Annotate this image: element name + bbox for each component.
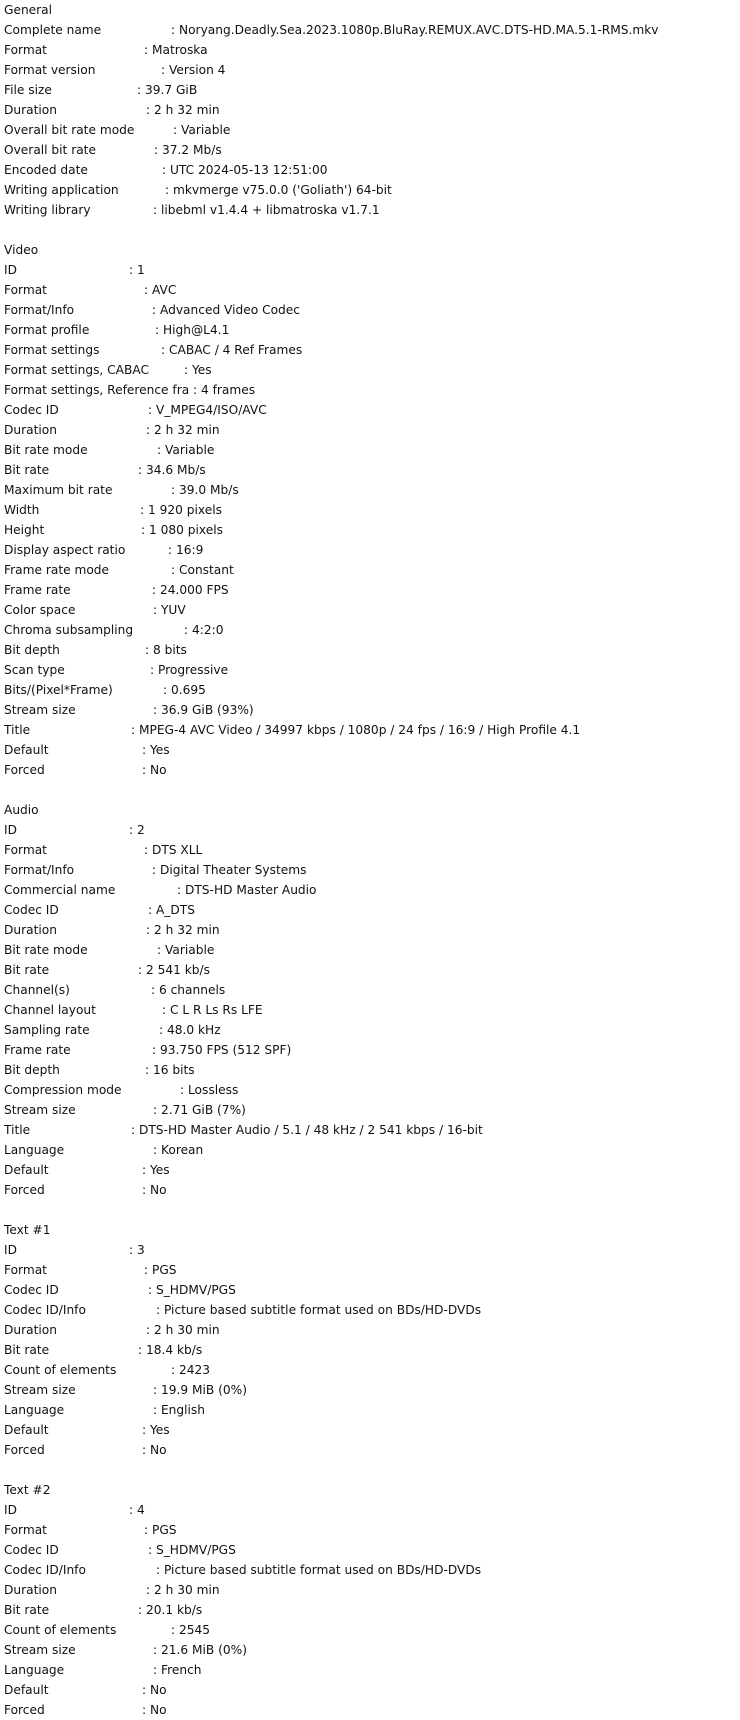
field-row xyxy=(4,940,736,960)
field-row xyxy=(4,300,736,320)
field-label: Chroma subsampling xyxy=(4,623,134,637)
field-row xyxy=(4,1440,736,1460)
field-row xyxy=(4,1640,736,1660)
field-label: Bit rate mode xyxy=(4,943,88,957)
section-spacer xyxy=(4,1460,736,1480)
field-label: Bit depth xyxy=(4,1063,60,1077)
field-label: Format xyxy=(4,1263,47,1277)
field-row xyxy=(4,160,736,180)
field-label: Channel layout xyxy=(4,1003,96,1017)
field-label: Bits/(Pixel*Frame) xyxy=(4,683,113,697)
field-label: Codec ID xyxy=(4,1283,59,1297)
field-label: Format settings, Reference fra xyxy=(4,383,190,397)
field-value: : AVC xyxy=(144,283,177,297)
field-value: : No xyxy=(142,1443,167,1457)
field-label: Default xyxy=(4,743,49,757)
field-value: : 16 bits xyxy=(145,1063,195,1077)
field-value: : Picture based subtitle format used on BDs/HD-DVDs xyxy=(156,1303,482,1317)
field-value: : 2 xyxy=(129,823,145,837)
field-row xyxy=(4,980,736,1000)
field-row xyxy=(4,680,736,700)
field-value: : Variable xyxy=(157,443,215,457)
field-value: : libebml v1.4.4 + libmatroska v1.7.1 xyxy=(153,203,380,217)
field-label: Encoded date xyxy=(4,163,88,177)
field-row xyxy=(4,1060,736,1080)
field-label: Format/Info xyxy=(4,863,75,877)
field-row xyxy=(4,280,736,300)
field-row xyxy=(4,1240,736,1260)
field-row xyxy=(4,1540,736,1560)
field-row xyxy=(4,960,736,980)
field-label: Commercial name xyxy=(4,883,116,897)
field-value: : 1 xyxy=(129,263,145,277)
field-row xyxy=(4,1160,736,1180)
field-row xyxy=(4,1140,736,1160)
field-row xyxy=(4,1080,736,1100)
field-row xyxy=(4,60,736,80)
field-row xyxy=(4,1700,736,1720)
field-value: : French xyxy=(153,1663,202,1677)
field-row xyxy=(4,200,736,220)
field-label: Duration xyxy=(4,1583,57,1597)
field-value: : 24.000 FPS xyxy=(152,583,229,597)
field-value: : Matroska xyxy=(144,43,208,57)
field-row xyxy=(4,20,736,40)
field-row xyxy=(4,420,736,440)
field-value: : 37.2 Mb/s xyxy=(154,143,222,157)
field-value: : Noryang.Deadly.Sea.2023.1080p.BluRay.REMUX.AVC.DTS-HD.MA.5.1-RMS.mkv xyxy=(171,23,659,37)
section-header: Audio xyxy=(4,803,39,817)
field-value: : Yes xyxy=(142,1423,170,1437)
field-row xyxy=(4,1680,736,1700)
field-row xyxy=(4,820,736,840)
field-row xyxy=(4,1180,736,1200)
field-label: Maximum bit rate xyxy=(4,483,113,497)
field-row xyxy=(4,720,736,740)
field-row xyxy=(4,40,736,60)
field-label: Format xyxy=(4,283,47,297)
field-row xyxy=(4,1560,736,1580)
field-value: : 4 frames xyxy=(193,383,256,397)
field-value: : mkvmerge v75.0.0 ('Goliath') 64-bit xyxy=(165,183,392,197)
field-row xyxy=(4,80,736,100)
field-label: Format version xyxy=(4,63,96,77)
section-spacer xyxy=(4,780,736,800)
field-value: : 39.0 Mb/s xyxy=(171,483,239,497)
field-value: : 21.6 MiB (0%) xyxy=(153,1643,247,1657)
field-label: Format/Info xyxy=(4,303,75,317)
field-value: : 2.71 GiB (7%) xyxy=(153,1103,246,1117)
field-value: : 34.6 Mb/s xyxy=(138,463,206,477)
field-row xyxy=(4,1500,736,1520)
field-label: Height xyxy=(4,523,45,537)
section-header: Text #1 xyxy=(4,1223,51,1237)
field-value: : PGS xyxy=(144,1263,177,1277)
field-value: : Yes xyxy=(184,363,212,377)
field-label: Stream size xyxy=(4,1103,76,1117)
field-value: : 20.1 kb/s xyxy=(138,1603,203,1617)
field-row xyxy=(4,1360,736,1380)
field-value: : 2 h 30 min xyxy=(146,1323,220,1337)
field-row xyxy=(4,520,736,540)
section-header: Text #2 xyxy=(4,1483,51,1497)
field-label: Title xyxy=(4,723,31,737)
field-row xyxy=(4,600,736,620)
field-label: Forced xyxy=(4,1183,45,1197)
field-value: : PGS xyxy=(144,1523,177,1537)
field-row xyxy=(4,340,736,360)
field-label: Format xyxy=(4,843,47,857)
field-value: : DTS-HD Master Audio xyxy=(177,883,317,897)
field-label: ID xyxy=(4,823,17,837)
field-label: Count of elements xyxy=(4,1623,117,1637)
field-row xyxy=(4,460,736,480)
field-row xyxy=(4,620,736,640)
field-label: Format settings, CABAC xyxy=(4,363,150,377)
field-value: : 3 xyxy=(129,1243,145,1257)
field-label: Bit rate xyxy=(4,1603,50,1617)
field-label: Color space xyxy=(4,603,76,617)
field-label: Codec ID xyxy=(4,1543,59,1557)
field-label: Forced xyxy=(4,1443,45,1457)
field-label: Sampling rate xyxy=(4,1023,90,1037)
field-row xyxy=(4,1620,736,1640)
field-value: : Digital Theater Systems xyxy=(152,863,307,877)
field-label: Duration xyxy=(4,1323,57,1337)
field-value: : UTC 2024-05-13 12:51:00 xyxy=(162,163,328,177)
field-label: Default xyxy=(4,1423,49,1437)
field-value: : No xyxy=(142,1183,167,1197)
field-row xyxy=(4,1600,736,1620)
field-value: : 1 080 pixels xyxy=(141,523,223,537)
field-row xyxy=(4,1100,736,1120)
field-value: : Yes xyxy=(142,743,170,757)
field-row xyxy=(4,1000,736,1020)
field-label: Writing library xyxy=(4,203,91,217)
field-label: Frame rate xyxy=(4,583,71,597)
field-row xyxy=(4,880,736,900)
field-label: Width xyxy=(4,503,40,517)
field-row xyxy=(4,120,736,140)
field-row xyxy=(4,500,736,520)
field-label: Format xyxy=(4,1523,47,1537)
field-value: : A_DTS xyxy=(148,903,195,917)
field-row xyxy=(4,1120,736,1140)
field-value: : English xyxy=(153,1403,205,1417)
field-label: Default xyxy=(4,1163,49,1177)
field-label: Codec ID xyxy=(4,403,59,417)
field-value: : Picture based subtitle format used on BDs/HD-DVDs xyxy=(156,1563,482,1577)
field-row xyxy=(4,180,736,200)
field-label: Format settings xyxy=(4,343,100,357)
field-value: : 2 h 32 min xyxy=(146,103,220,117)
field-label: Language xyxy=(4,1143,65,1157)
field-row xyxy=(4,1340,736,1360)
field-value: : 16:9 xyxy=(168,543,204,557)
field-label: Forced xyxy=(4,763,45,777)
field-label: Codec ID/Info xyxy=(4,1303,86,1317)
field-row xyxy=(4,1320,736,1340)
field-label: ID xyxy=(4,1243,17,1257)
field-label: Overall bit rate xyxy=(4,143,96,157)
field-label: Duration xyxy=(4,423,57,437)
field-row xyxy=(4,640,736,660)
field-label: Language xyxy=(4,1403,65,1417)
field-row xyxy=(4,660,736,680)
field-value: : DTS XLL xyxy=(144,843,203,857)
field-row xyxy=(4,700,736,720)
field-label: Display aspect ratio xyxy=(4,543,126,557)
field-row xyxy=(4,860,736,880)
field-label: Codec ID/Info xyxy=(4,1563,86,1577)
field-label: Default xyxy=(4,1683,49,1697)
field-value: : 39.7 GiB xyxy=(137,83,198,97)
field-label: Bit rate xyxy=(4,463,50,477)
field-label: Title xyxy=(4,1123,31,1137)
field-value: : C L R Ls Rs LFE xyxy=(162,1003,263,1017)
field-row xyxy=(4,440,736,460)
field-row xyxy=(4,140,736,160)
field-label: Bit rate mode xyxy=(4,443,88,457)
field-row xyxy=(4,1040,736,1060)
field-label: Stream size xyxy=(4,703,76,717)
section-spacer xyxy=(4,1200,736,1220)
field-label: Stream size xyxy=(4,1643,76,1657)
field-value: : S_HDMV/PGS xyxy=(148,1543,236,1557)
field-row xyxy=(4,1420,736,1440)
field-value: : 1 920 pixels xyxy=(140,503,222,517)
field-value: : Progressive xyxy=(150,663,229,677)
field-label: Frame rate mode xyxy=(4,563,110,577)
field-row xyxy=(4,1260,736,1280)
section-spacer xyxy=(4,220,736,240)
field-value: : 2545 xyxy=(171,1623,210,1637)
field-row xyxy=(4,1280,736,1300)
field-value: : 2 h 32 min xyxy=(146,923,220,937)
field-label: Complete name xyxy=(4,23,102,37)
field-value: : 4:2:0 xyxy=(184,623,224,637)
field-value: : Variable xyxy=(173,123,231,137)
field-label: Compression mode xyxy=(4,1083,122,1097)
field-value: : Yes xyxy=(142,1163,170,1177)
field-row xyxy=(4,580,736,600)
field-row xyxy=(4,1580,736,1600)
section-header: Video xyxy=(4,243,39,257)
field-value: : Korean xyxy=(153,1143,204,1157)
field-row xyxy=(4,840,736,860)
field-row xyxy=(4,260,736,280)
field-value: : 2 h 30 min xyxy=(146,1583,220,1597)
field-label: Channel(s) xyxy=(4,983,70,997)
field-row xyxy=(4,1400,736,1420)
field-value: : DTS-HD Master Audio / 5.1 / 48 kHz / 2 541 kbps / 16-bit xyxy=(131,1123,483,1137)
field-label: Duration xyxy=(4,103,57,117)
field-value: : 19.9 MiB (0%) xyxy=(153,1383,247,1397)
field-row xyxy=(4,1020,736,1040)
field-value: : 0.695 xyxy=(163,683,206,697)
field-row xyxy=(4,100,736,120)
field-row xyxy=(4,480,736,500)
field-label: Format xyxy=(4,43,47,57)
field-value: : S_HDMV/PGS xyxy=(148,1283,236,1297)
field-row xyxy=(4,380,736,400)
field-value: : CABAC / 4 Ref Frames xyxy=(161,343,303,357)
field-label: Frame rate xyxy=(4,1043,71,1057)
field-value: : 6 channels xyxy=(151,983,226,997)
field-value: : 48.0 kHz xyxy=(159,1023,221,1037)
field-row xyxy=(4,1300,736,1320)
field-value: : YUV xyxy=(153,603,186,617)
field-row xyxy=(4,920,736,940)
field-row xyxy=(4,400,736,420)
field-row xyxy=(4,1660,736,1680)
field-row xyxy=(4,320,736,340)
field-value: : 2 h 32 min xyxy=(146,423,220,437)
field-value: : 36.9 GiB (93%) xyxy=(153,703,254,717)
field-label: Scan type xyxy=(4,663,65,677)
field-value: : No xyxy=(142,1703,167,1717)
field-value: : 2 541 kb/s xyxy=(138,963,210,977)
field-row xyxy=(4,360,736,380)
field-row xyxy=(4,560,736,580)
field-row xyxy=(4,740,736,760)
field-label: Duration xyxy=(4,923,57,937)
field-value: : Variable xyxy=(157,943,215,957)
field-value: : Constant xyxy=(171,563,234,577)
field-value: : Version 4 xyxy=(161,63,226,77)
field-value: : V_MPEG4/ISO/AVC xyxy=(148,403,267,417)
field-value: : 93.750 FPS (512 SPF) xyxy=(152,1043,292,1057)
field-label: Bit depth xyxy=(4,643,60,657)
field-row xyxy=(4,1520,736,1540)
field-row xyxy=(4,1380,736,1400)
field-row xyxy=(4,760,736,780)
field-value: : High@L4.1 xyxy=(155,323,230,337)
field-value: : 4 xyxy=(129,1503,145,1517)
field-value: : MPEG-4 AVC Video / 34997 kbps / 1080p / 24 fps / 16:9 / High Profile 4.1 xyxy=(131,723,581,737)
field-label: Count of elements xyxy=(4,1363,117,1377)
field-value: : 8 bits xyxy=(145,643,187,657)
field-label: File size xyxy=(4,83,52,97)
field-label: ID xyxy=(4,263,17,277)
field-label: Codec ID xyxy=(4,903,59,917)
field-value: : Advanced Video Codec xyxy=(152,303,300,317)
field-label: Overall bit rate mode xyxy=(4,123,135,137)
field-value: : No xyxy=(142,1683,167,1697)
field-value: : Lossless xyxy=(180,1083,239,1097)
field-row xyxy=(4,540,736,560)
field-value: : No xyxy=(142,763,167,777)
field-value: : 18.4 kb/s xyxy=(138,1343,203,1357)
field-label: Stream size xyxy=(4,1383,76,1397)
field-label: Forced xyxy=(4,1703,45,1717)
field-label: ID xyxy=(4,1503,17,1517)
field-label: Writing application xyxy=(4,183,119,197)
field-label: Bit rate xyxy=(4,1343,50,1357)
mediainfo-report xyxy=(4,0,736,1720)
field-row xyxy=(4,900,736,920)
field-label: Language xyxy=(4,1663,65,1677)
section-header: General xyxy=(4,3,53,17)
field-value: : 2423 xyxy=(171,1363,210,1377)
field-label: Format profile xyxy=(4,323,90,337)
field-label: Bit rate xyxy=(4,963,50,977)
